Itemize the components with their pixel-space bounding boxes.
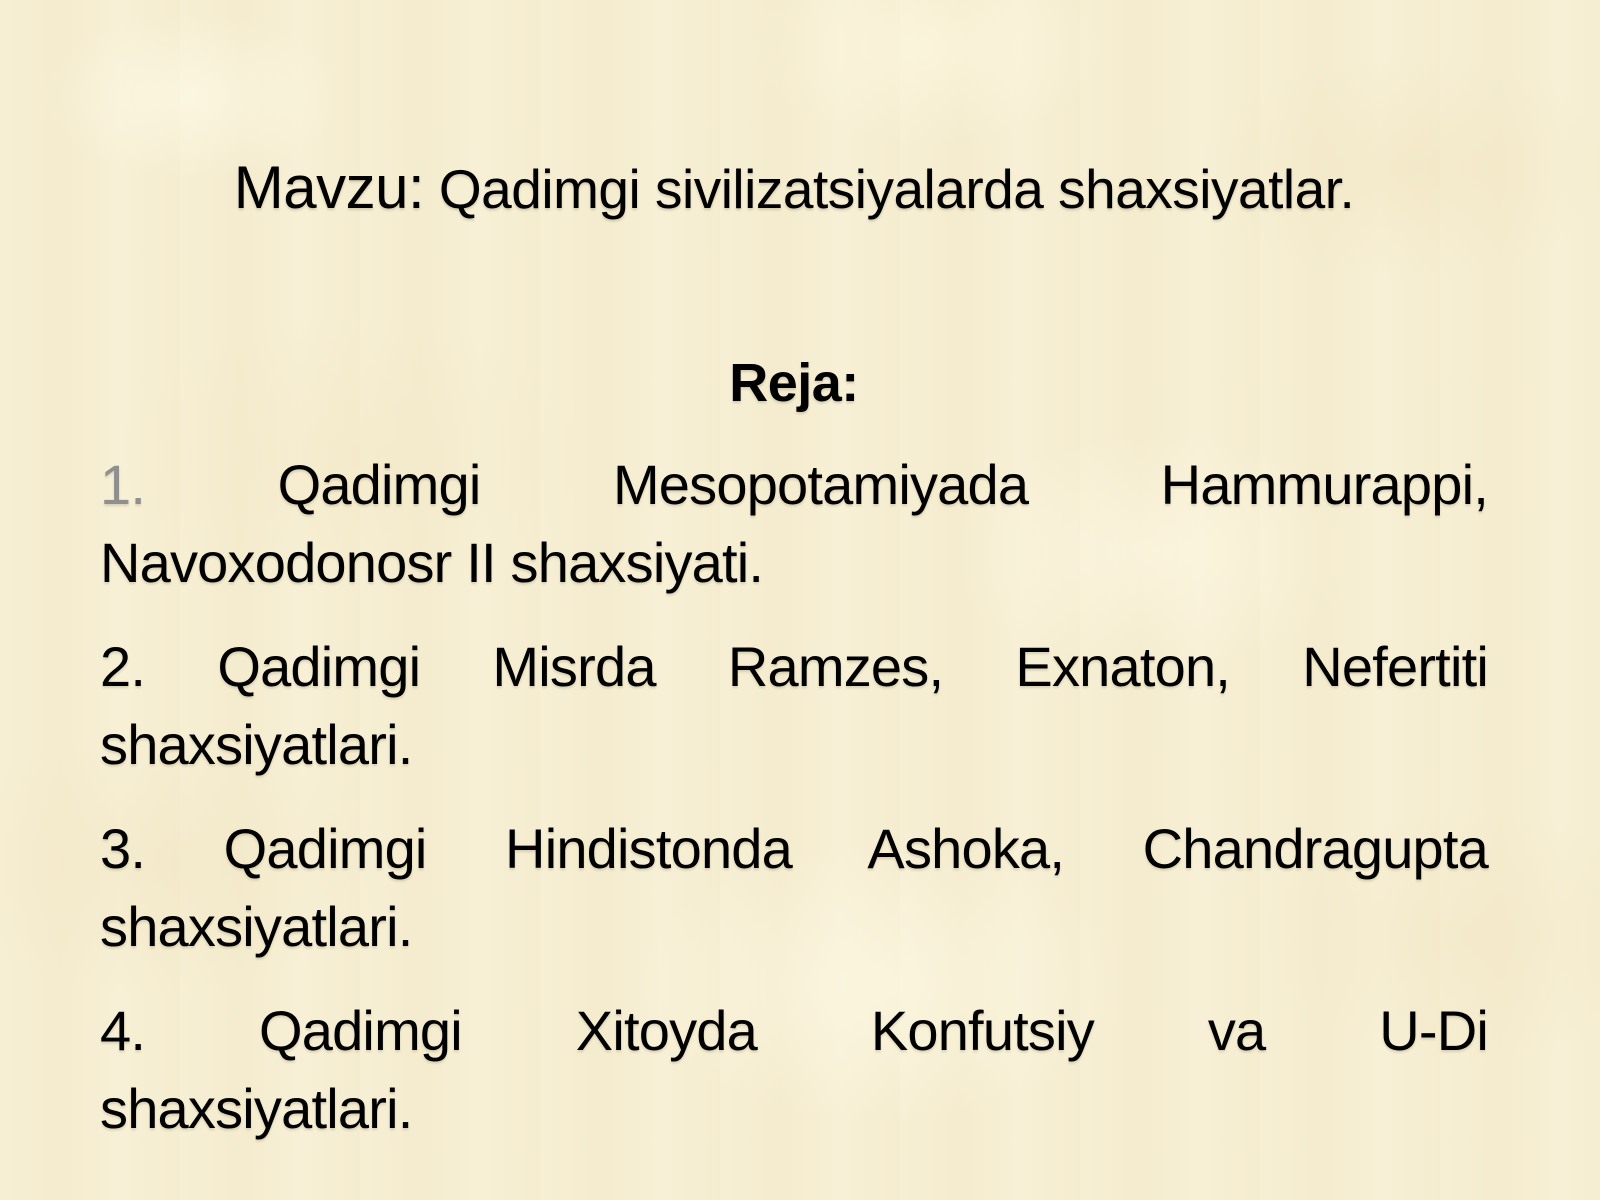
plan-heading: Reja:	[729, 353, 859, 413]
item-1-number: 1.	[100, 453, 146, 516]
list-item-1	[100, 446, 1488, 602]
item-2-line-2: shaxsiyatlari.	[100, 713, 413, 776]
list-item-3	[100, 810, 1488, 966]
plan-list	[100, 446, 1488, 1148]
title-prefix: Mavzu:	[233, 154, 425, 221]
item-4-line-1	[100, 992, 1488, 1070]
item-1-line-2: Navoxodonosr II shaxsiyati.	[100, 531, 764, 594]
list-item-2	[100, 628, 1488, 784]
item-4-line-2: shaxsiyatlari.	[100, 1077, 413, 1140]
item-3-line-1	[100, 810, 1488, 888]
item-1-line-1	[100, 446, 1488, 524]
title-main: Qadimgi sivilizatsiyalarda shaxsiyatlar.	[424, 158, 1355, 220]
item-4-text: Qadimgi Xitoyda Konfutsiy va U-Di	[258, 999, 1489, 1062]
item-3-number: 3.	[100, 817, 146, 880]
item-3-text: Qadimgi Hindistonda Ashoka, Chandragupta	[223, 817, 1489, 880]
item-2-number: 2.	[100, 635, 146, 698]
item-4-number: 4.	[100, 999, 146, 1062]
item-2-line-1	[100, 628, 1488, 706]
list-item-4	[100, 992, 1488, 1148]
slide-title	[100, 148, 1488, 244]
item-3-line-2: shaxsiyatlari.	[100, 895, 413, 958]
item-2-text: Qadimgi Misrda Ramzes, Exnaton, Nefertiti	[217, 635, 1488, 698]
item-1-text: Qadimgi Mesopotamiyada Hammurappi,	[277, 453, 1488, 516]
